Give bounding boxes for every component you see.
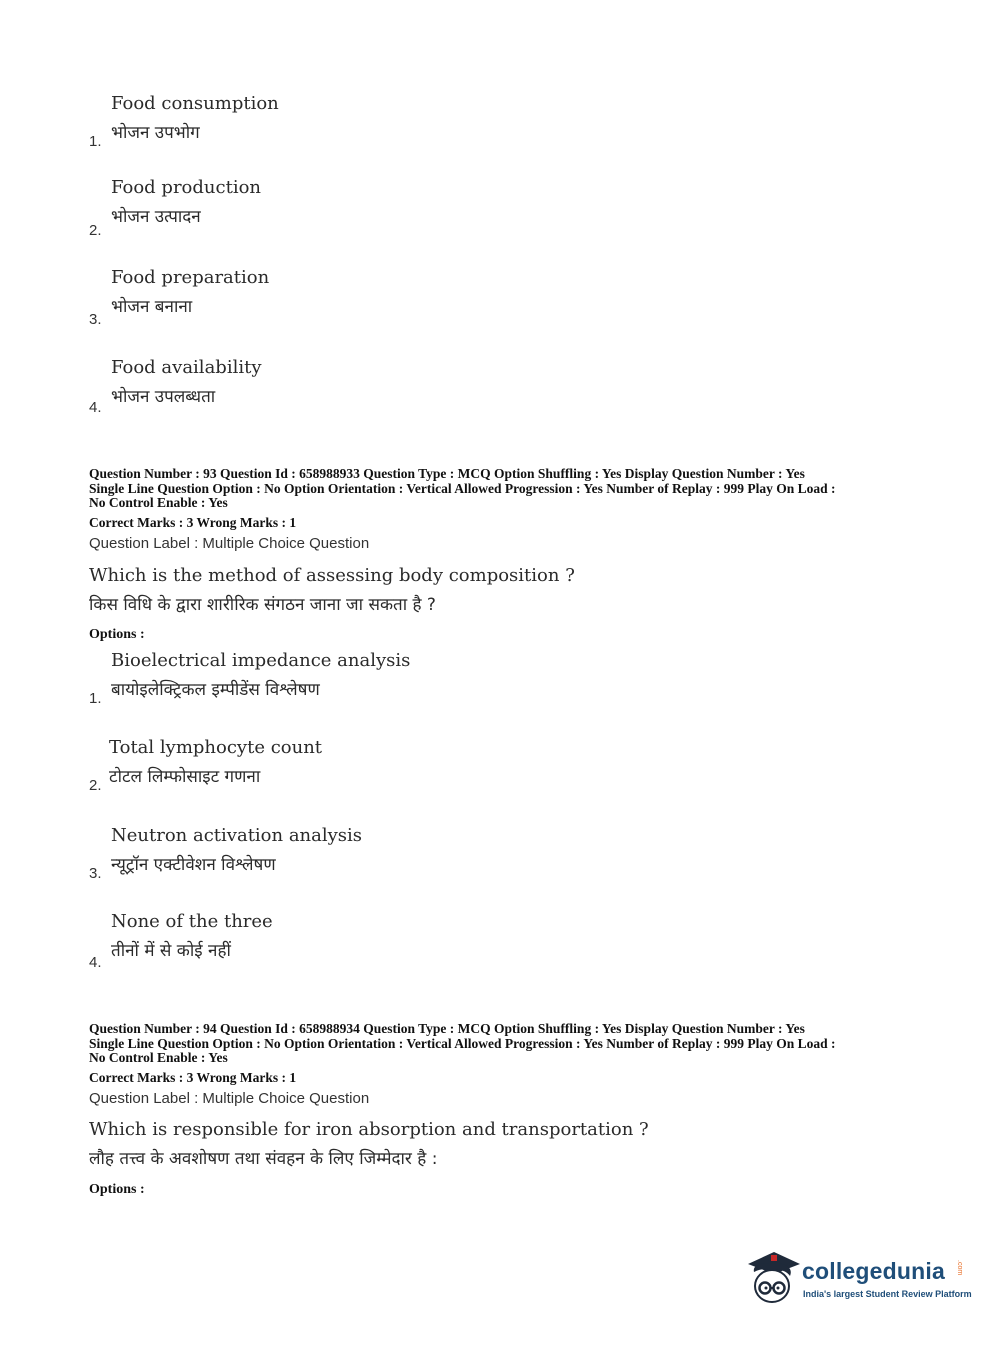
option-text-en: Food consumption <box>111 93 279 114</box>
option-number: 3. <box>89 865 102 882</box>
question-93-marks: Correct Marks : 3 Wrong Marks : 1 <box>89 515 297 530</box>
option-text-en: Total lymphocyte count <box>109 737 323 758</box>
option-text-en: Neutron activation analysis <box>111 825 363 846</box>
option-text-hi: टोटल लिम्फोसाइट गणना <box>109 767 261 787</box>
brand-domain: .com <box>956 1260 963 1276</box>
question-94-metadata <box>89 1022 919 1066</box>
metadata-line: Question Number : 94 Question Id : 658988934 Question Type : MCQ Option Shuffling : Yes Display Question Number : Yes <box>89 1021 805 1036</box>
question-94-options-label: Options : <box>89 1182 145 1197</box>
collegedunia-logo <box>742 1250 972 1310</box>
option-text-hi: भोजन उपलब्धता <box>111 387 216 407</box>
question-93-options-label: Options : <box>89 627 145 642</box>
question-94-label: Question Label : Multiple Choice Question <box>89 1090 370 1107</box>
option-number: 1. <box>89 133 102 150</box>
question-94-text-hi: लौह तत्त्व के अवशोषण तथा संवहन के लिए जिम्मेदार है : <box>89 1149 438 1169</box>
metadata-line: Question Number : 93 Question Id : 658988933 Question Type : MCQ Option Shuffling : Yes Display Question Number : Yes <box>89 466 805 481</box>
option-number: 3. <box>89 311 102 328</box>
question-93-text-hi: किस विधि के द्वारा शारीरिक संगठन जाना जा सकता है ? <box>89 595 436 615</box>
option-text-en: None of the three <box>111 911 273 932</box>
metadata-line: Single Line Question Option : No Option Orientation : Vertical Allowed Progression : Yes Number of Replay : 999 Play On Load : <box>89 1035 836 1051</box>
option-text-en: Food production <box>111 177 262 198</box>
option-number: 2. <box>89 777 102 794</box>
option-text-hi: भोजन उपभोग <box>111 123 200 143</box>
option-text-hi: भोजन उत्पादन <box>111 207 201 227</box>
option-text-hi: न्यूट्रॉन एक्टीवेशन विश्लेषण <box>111 855 276 875</box>
question-94-text-en: Which is responsible for iron absorption and transportation ? <box>89 1119 649 1140</box>
option-text-hi: बायोइलेक्ट्रिकल इम्पीडेंस विश्लेषण <box>111 680 320 700</box>
metadata-line: No Control Enable : Yes <box>89 1050 228 1065</box>
question-93-text-en: Which is the method of assessing body composition ? <box>89 565 575 586</box>
metadata-line: No Control Enable : Yes <box>89 495 228 510</box>
mascot-icon <box>742 1250 802 1310</box>
option-number: 2. <box>89 222 102 239</box>
option-number: 1. <box>89 690 102 707</box>
question-93-metadata <box>89 467 919 511</box>
question-94-marks: Correct Marks : 3 Wrong Marks : 1 <box>89 1070 297 1085</box>
brand-tagline: India's largest Student Review Platform <box>803 1289 972 1299</box>
option-text-hi: तीनों में से कोई नहीं <box>111 941 231 961</box>
option-text-hi: भोजन बनाना <box>111 297 193 317</box>
option-number: 4. <box>89 399 102 416</box>
question-93-label: Question Label : Multiple Choice Question <box>89 535 370 552</box>
option-text-en: Food preparation <box>111 267 270 288</box>
brand-name: collegedunia <box>802 1258 945 1284</box>
option-text-en: Food availability <box>111 357 262 378</box>
metadata-line: Single Line Question Option : No Option Orientation : Vertical Allowed Progression : Yes Number of Replay : 999 Play On Load : <box>89 480 836 496</box>
option-number: 4. <box>89 954 102 971</box>
option-text-en: Bioelectrical impedance analysis <box>111 650 411 671</box>
